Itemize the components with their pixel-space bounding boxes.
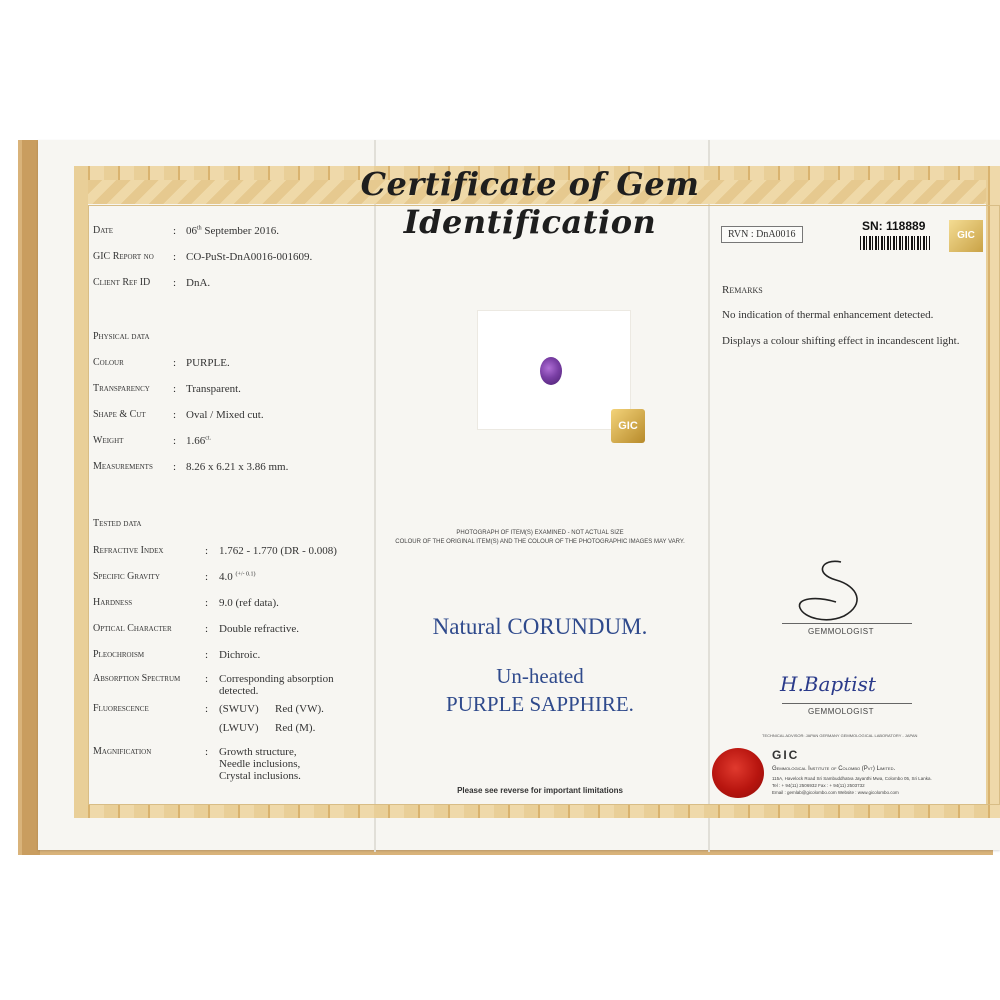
colon: : [173,277,177,289]
absorption-value-2: detected. [219,685,259,697]
sg-tolerance: (+/- 0.1) [235,571,256,578]
weight-unit: ct. [205,435,212,442]
reverse-note: Please see reverse for important limitations [457,786,623,795]
gemmologist-label-1: GEMMOLOGIST [808,627,874,636]
photo-note-line-2: COLOUR OF THE ORIGINAL ITEM(S) AND THE COLOUR OF THE PHOTOGRAPHIC IMAGES MAY VARY. [395,539,685,545]
result-treatment: Un-heated [496,664,584,688]
colour-value: PURPLE. [186,357,230,369]
colon: : [173,383,177,395]
optical-label: Optical Character [93,623,172,634]
gemmologist-label-2: GEMMOLOGIST [808,707,874,716]
magnification-label: Magnification [93,746,152,757]
date-label: Date [93,225,114,236]
serial-number: SN: 118889 [862,219,926,233]
shape-label: Shape & Cut [93,409,146,420]
sg-value [219,571,256,583]
client-label: Client Ref ID [93,277,151,288]
date-month-year: September 2016. [201,225,279,237]
date-suffix: th [197,225,202,232]
date-day: 06 [186,225,197,237]
ri-label: Refractive Index [93,545,164,556]
magnification-value-3: Crystal inclusions. [219,770,301,782]
absorption-value-1: Corresponding absorption [219,673,334,685]
weight-number: 1.66 [186,435,206,447]
signature-line-2 [782,703,912,704]
colon: : [205,623,209,635]
shape-value: Oval / Mixed cut. [186,409,264,421]
hardness-label: Hardness [93,597,133,608]
colon: : [205,649,209,661]
sg-label: Specific Gravity [93,571,160,582]
pleochroism-value: Dichroic. [219,649,261,661]
date-value [186,225,279,237]
swuv-label: (SWUV) [219,703,259,715]
colon: : [173,251,177,263]
swuv-value: Red (VW). [275,703,324,715]
technical-advisor-note: TECHNICAL ADVISOR: JAPAN GERMANY GEMMOLOGICAL LABORATORY - JAPAN [762,733,918,738]
colour-label: Colour [93,357,124,368]
report-label: GIC Report no [93,251,154,262]
colon: : [173,409,177,421]
tested-heading: Tested data [93,518,142,529]
colon: : [173,435,177,447]
fluorescence-label: Fluorescence [93,703,149,714]
gic-org-short: GIC [772,748,800,762]
gic-org-name: Gemmological Institute of Colombo (Pvt) Limited. [772,766,896,772]
measurements-value: 8.26 x 6.21 x 3.86 mm. [186,461,289,473]
colon: : [173,357,177,369]
transparency-value: Transparent. [186,383,241,395]
barcode-icon [860,236,930,250]
result-variety: PURPLE SAPPHIRE. [446,692,634,716]
hardness-value: 9.0 (ref data). [219,597,279,609]
transparency-label: Transparency [93,383,150,394]
ri-value: 1.762 - 1.770 (DR - 0.008) [219,545,337,557]
photo-disclaimer [380,529,700,547]
colon: : [205,545,209,557]
colon: : [173,461,177,473]
weight-value [186,435,211,447]
colon: : [205,746,209,758]
gic-badge: GIC [949,220,983,252]
lwuv-label: (LWUV) [219,722,259,734]
magnification-value-2: Needle inclusions, [219,758,301,770]
colon: : [205,571,209,583]
gemstone-image [540,357,562,385]
signature-line-1 [782,623,912,624]
remark-1: No indication of thermal enhancement detected. [722,309,934,321]
colon: : [205,673,209,685]
result-species: Natural CORUNDUM. [432,614,648,639]
photo-note-line-1: PHOTOGRAPH OF ITEM(S) EXAMINED - NOT ACTUAL SIZE [456,530,624,536]
client-value: DnA. [186,277,211,289]
rvn-box: RVN : DnA0016 [721,226,803,243]
signature-2: H.Baptist [780,672,876,696]
physical-heading: Physical data [93,331,150,342]
absorption-label: Absorption Spectrum [93,673,181,684]
colon: : [205,703,209,715]
remark-2: Displays a colour shifting effect in incandescent light. [722,335,960,347]
gic-phone: Tel : + 94(11) 2506932 Fax : + 94(11) 2503732 [772,783,865,788]
gic-hologram-seal: GIC [611,409,645,443]
pleochroism-label: Pleochroism [93,649,145,660]
magnification-value-1: Growth structure, [219,746,297,758]
wax-seal-icon [712,748,764,798]
certificate-title: Certificate of Gem Identification [360,165,700,241]
weight-label: Weight [93,435,124,446]
colon: : [173,225,177,237]
sg-number: 4.0 [219,571,236,583]
gic-email: Email : gemlab@gicolombo.com Website : www.gicolombo.com [772,790,899,795]
report-value: CO-PuSt-DnA0016-001609. [186,251,313,263]
signature-1-icon [796,556,886,628]
remarks-heading: Remarks [722,284,763,296]
measurements-label: Measurements [93,461,153,472]
colon: : [205,597,209,609]
lwuv-value: Red (M). [275,722,316,734]
optical-value: Double refractive. [219,623,300,635]
gic-address: 115A, Havelock Road Sri Sambuddhatva Jayanthi Mwa, Colombo 05, Sri Lanka. [772,776,932,781]
